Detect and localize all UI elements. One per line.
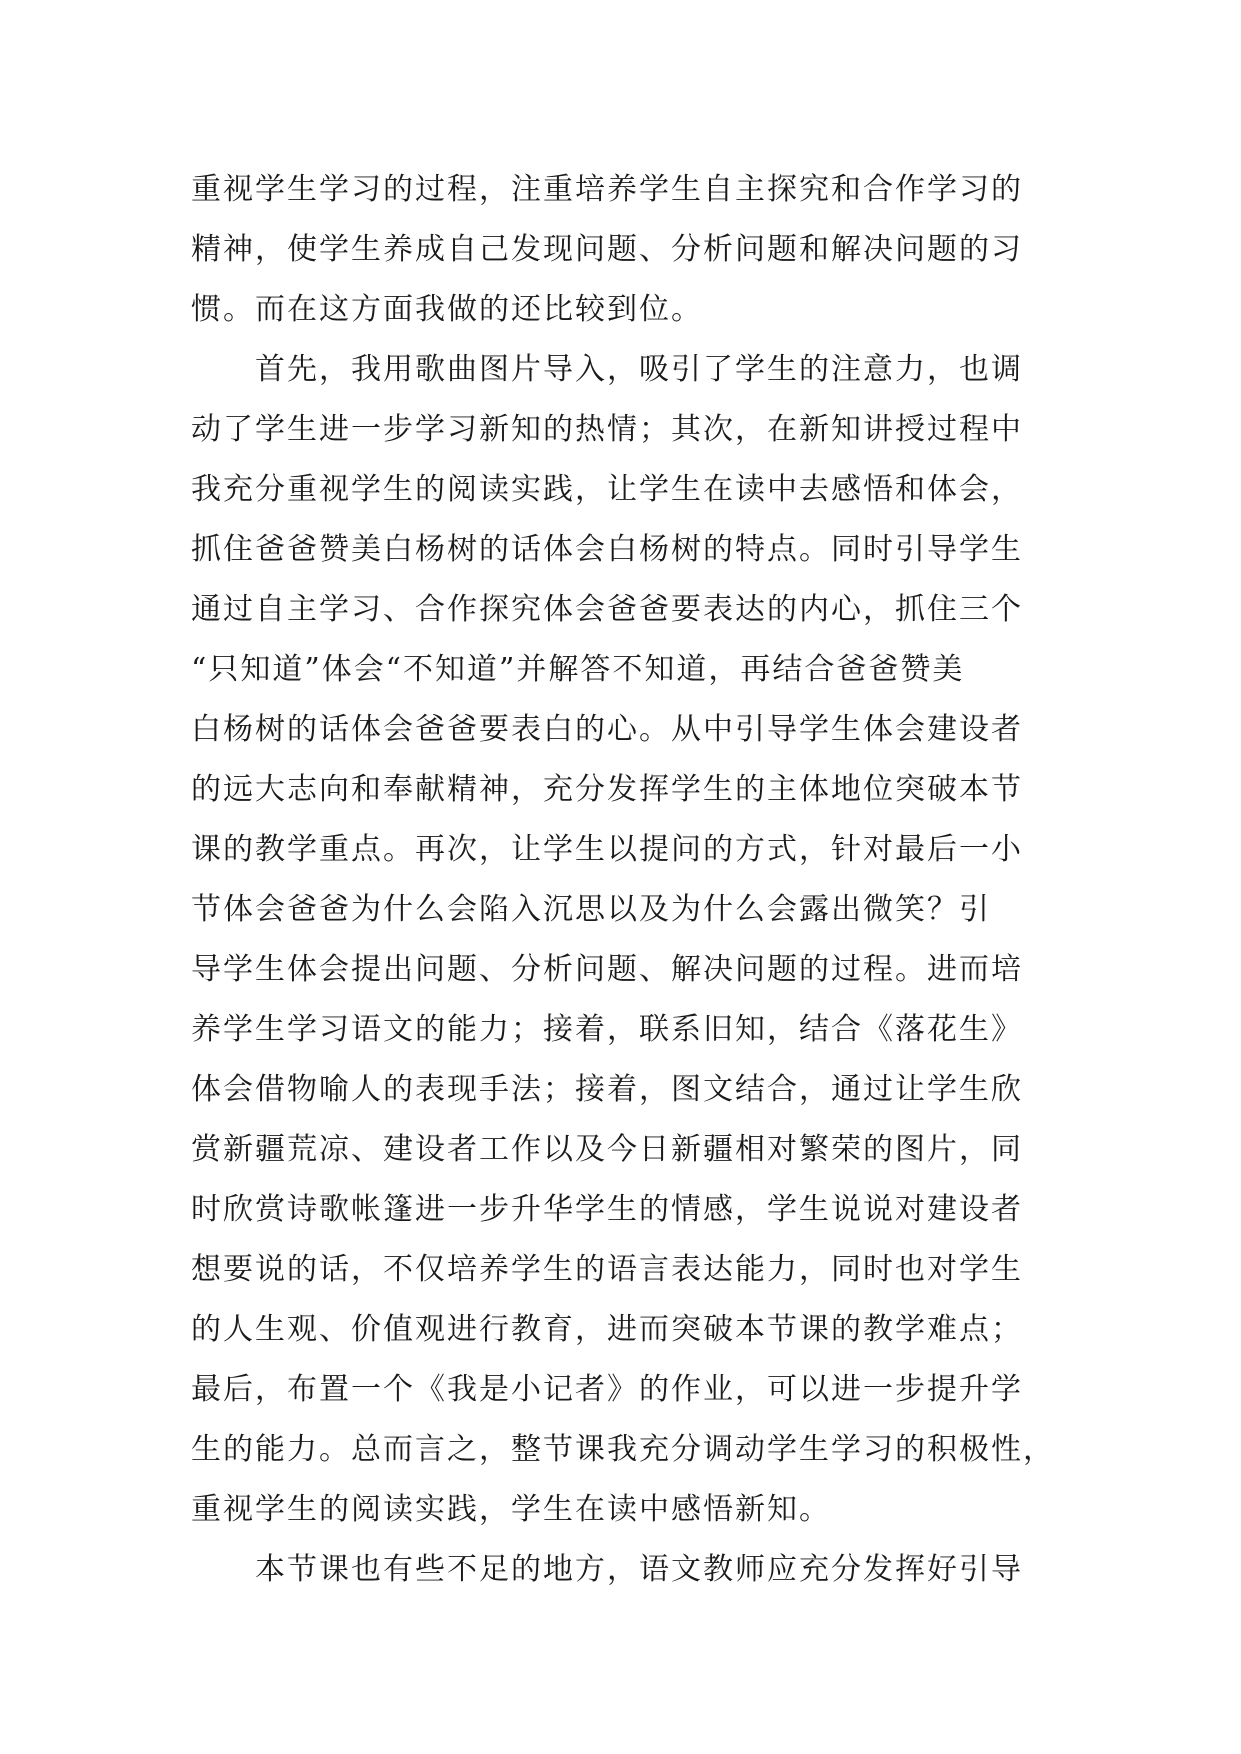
text-line: 课的教学重点。再次，让学生以提问的方式，针对最后一小 bbox=[191, 832, 1023, 867]
text-line: 养学生学习语文的能力；接着，联系旧知，结合《落花生》 bbox=[191, 1012, 1023, 1047]
text-line: 本节课也有些不足的地方，语文教师应充分发挥好引导 bbox=[191, 1552, 1023, 1587]
text-line: 惯。而在这方面我做的还比较到位。 bbox=[191, 292, 703, 327]
text-line: 重视学生学习的过程，注重培养学生自主探究和合作学习的 bbox=[191, 172, 1023, 207]
text-line: 首先，我用歌曲图片导入，吸引了学生的注意力，也调 bbox=[191, 352, 1023, 387]
text-line: 重视学生的阅读实践，学生在读中感悟新知。 bbox=[191, 1492, 831, 1527]
text-line: 时欣赏诗歌帐篷进一步升华学生的情感，学生说说对建设者 bbox=[191, 1192, 1023, 1227]
text-line: 白杨树的话体会爸爸要表白的心。从中引导学生体会建设者 bbox=[191, 712, 1023, 747]
text-line: 的人生观、价值观进行教育，进而突破本节课的教学难点； bbox=[191, 1312, 1023, 1347]
text-line: 赏新疆荒凉、建设者工作以及今日新疆相对繁荣的图片，同 bbox=[191, 1132, 1023, 1167]
text-line: 通过自主学习、合作探究体会爸爸要表达的内心，抓住三个 bbox=[191, 592, 1023, 627]
text-line: 导学生体会提出问题、分析问题、解决问题的过程。进而培 bbox=[191, 952, 1023, 987]
text-line: 体会借物喻人的表现手法；接着，图文结合，通过让学生欣 bbox=[191, 1072, 1023, 1107]
text-line: 生的能力。总而言之，整节课我充分调动学生学习的积极性， bbox=[191, 1432, 1055, 1467]
text-line: “只知道”体会“不知道”并解答不知道，再结合爸爸赞美 bbox=[191, 652, 965, 687]
text-line: 我充分重视学生的阅读实践，让学生在读中去感悟和体会， bbox=[191, 472, 1023, 507]
text-line: 节体会爸爸为什么会陷入沉思以及为什么会露出微笑？引 bbox=[191, 892, 991, 927]
text-line: 的远大志向和奉献精神，充分发挥学生的主体地位突破本节 bbox=[191, 772, 1023, 807]
text-line: 最后，布置一个《我是小记者》的作业，可以进一步提升学 bbox=[191, 1372, 1023, 1407]
body-text bbox=[191, 160, 1055, 1600]
text-line: 精神，使学生养成自己发现问题、分析问题和解决问题的习 bbox=[191, 232, 1023, 267]
text-line: 抓住爸爸赞美白杨树的话体会白杨树的特点。同时引导学生 bbox=[191, 532, 1023, 567]
text-line: 动了学生进一步学习新知的热情；其次，在新知讲授过程中 bbox=[191, 412, 1023, 447]
text-line: 想要说的话，不仅培养学生的语言表达能力，同时也对学生 bbox=[191, 1252, 1023, 1287]
